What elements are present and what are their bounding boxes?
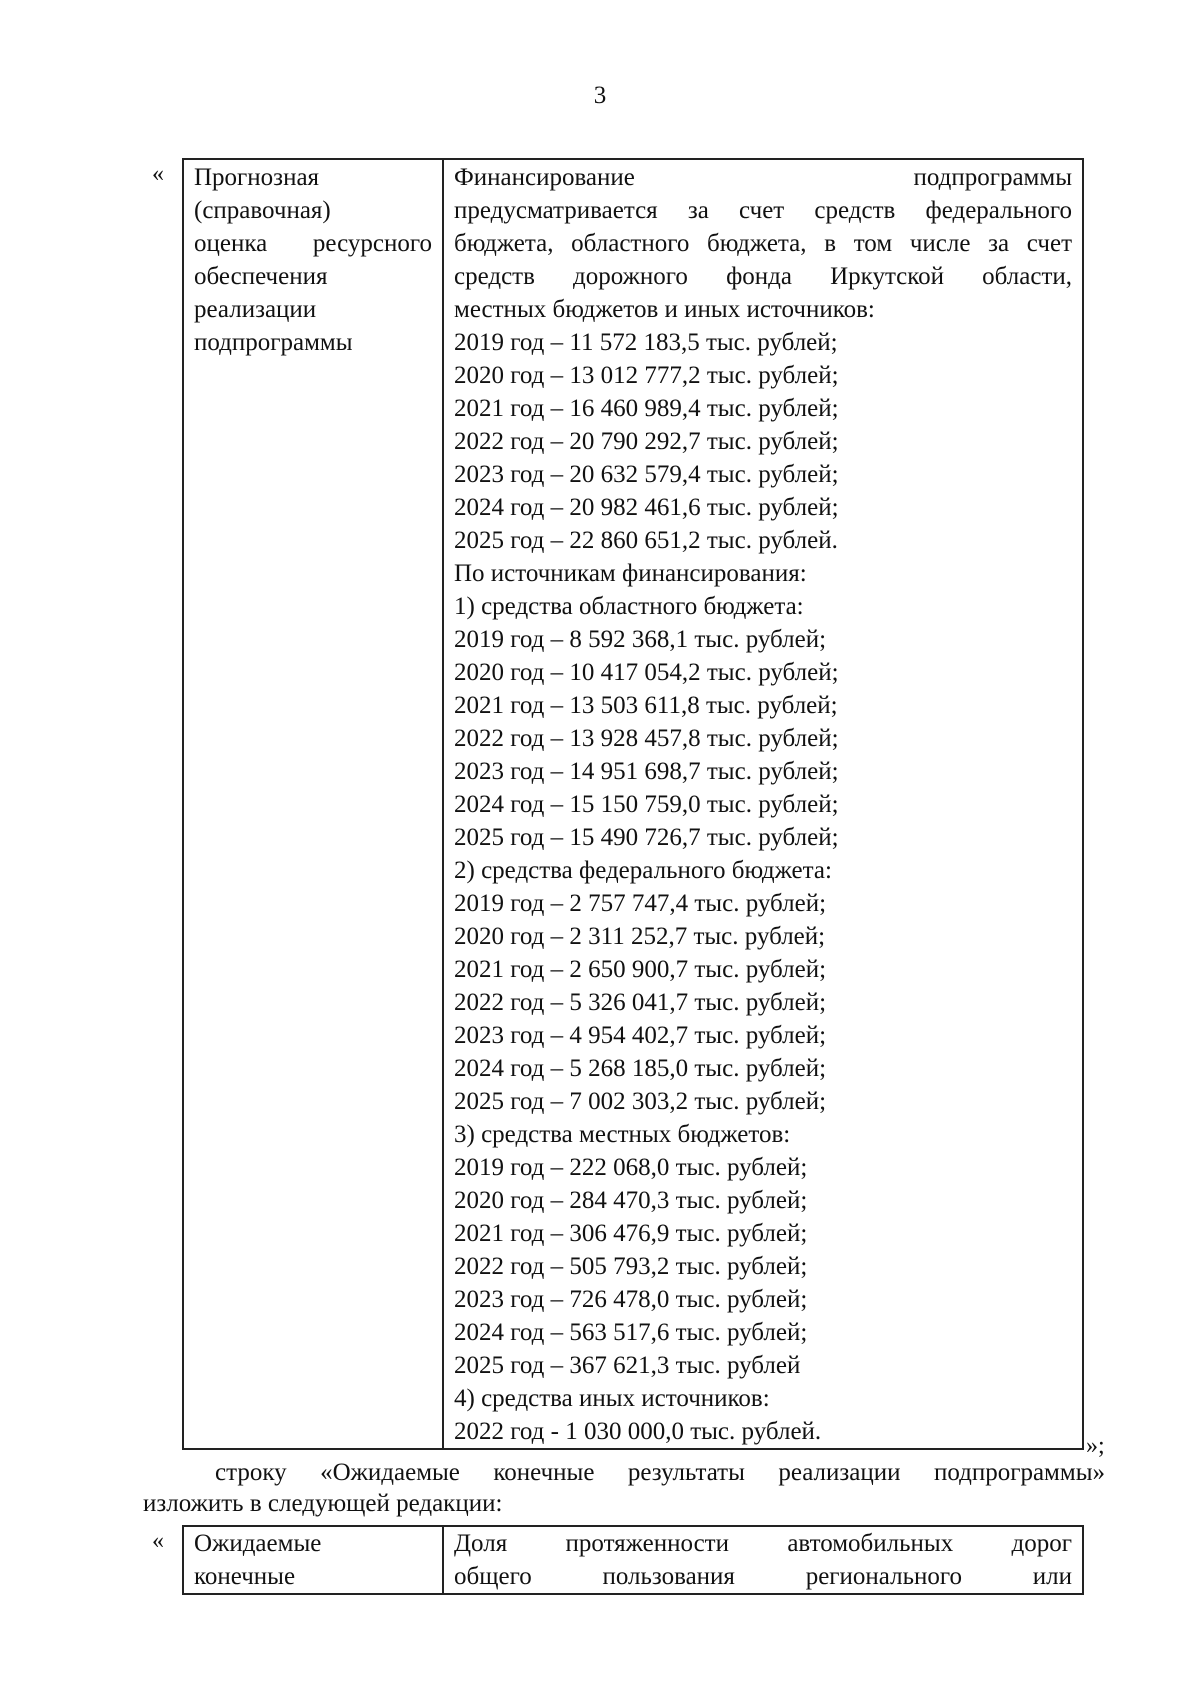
label-line: Ожидаемые [194,1530,322,1557]
source-year-line: 2020 год – 10 417 054,2 тыс. рублей; [454,659,839,686]
source-title: 2) средства федерального бюджета: [454,857,832,884]
source-year-line: 2024 год – 563 517,6 тыс. рублей; [454,1319,808,1346]
resource-estimate-table [182,158,1084,1450]
total-year-line: 2019 год – 11 572 183,5 тыс. рублей; [454,329,838,356]
source-year-line: 2023 год – 4 954 402,7 тыс. рублей; [454,1022,827,1049]
source-year-line: 2024 год – 5 268 185,0 тыс. рублей; [454,1055,827,1082]
total-year-line: 2022 год – 20 790 292,7 тыс. рублей; [454,428,839,455]
instruction-paragraph [143,1457,1105,1519]
source-year-line: 2024 год – 15 150 759,0 тыс. рублей; [454,791,839,818]
content-line: общего пользования регионального или [454,1563,1072,1590]
content-line: Доля протяженности автомобильных дорог [454,1530,1072,1557]
intro-line: средств дорожного фонда Иркутской области, [454,263,1072,290]
source-year-line: 2020 год – 284 470,3 тыс. рублей; [454,1187,808,1214]
source-year-line: 2022 год – 505 793,2 тыс. рублей; [454,1253,808,1280]
source-year-line: 2020 год – 2 311 252,7 тыс. рублей; [454,923,826,950]
label-line: обеспечения [194,263,328,290]
source-year-line: 2021 год – 13 503 611,8 тыс. рублей; [454,692,838,719]
expected-results-content-cell [443,1526,1083,1594]
row-label-cell [183,1526,443,1594]
source-year-line: 2021 год – 2 650 900,7 тыс. рублей; [454,956,827,983]
source-title: 3) средства местных бюджетов: [454,1121,791,1148]
page-number: 3 [593,82,607,109]
expected-results-table [182,1525,1084,1595]
source-title: 4) средства иных источников: [454,1385,770,1412]
total-year-line: 2023 год – 20 632 579,4 тыс. рублей; [454,461,839,488]
source-year-line: 2019 год – 222 068,0 тыс. рублей; [454,1154,808,1181]
source-year-line: 2023 год – 726 478,0 тыс. рублей; [454,1286,808,1313]
row-label-cell [183,159,443,1449]
source-year-line: 2021 год – 306 476,9 тыс. рублей; [454,1220,808,1247]
label-line: Прогнозная [194,164,320,191]
instruction-line: строку «Ожидаемые конечные результаты реализации подпрограммы» [215,1459,1105,1486]
label-line: конечные [194,1563,296,1590]
source-title: 1) средства областного бюджета: [454,593,804,620]
total-year-line: 2024 год – 20 982 461,6 тыс. рублей; [454,494,839,521]
source-year-line: 2025 год – 15 490 726,7 тыс. рублей; [454,824,839,851]
intro-line: местных бюджетов и иных источников: [454,296,875,323]
source-year-line: 2019 год – 8 592 368,1 тыс. рублей; [454,626,827,653]
table-row [183,159,1083,1449]
source-year-line: 2022 год – 5 326 041,7 тыс. рублей; [454,989,827,1016]
opening-quote: « [152,1528,164,1554]
total-year-line: 2025 год – 22 860 651,2 тыс. рублей. [454,527,838,554]
opening-quote: « [152,161,164,187]
source-year-line: 2025 год – 367 621,3 тыс. рублей [454,1352,801,1379]
intro-line: Финансирование подпрограммы [454,164,1072,191]
label-line: реализации [194,296,317,323]
intro-line: бюджета, областного бюджета, в том числе за счет [454,230,1072,257]
label-line: оценка ресурсного [194,230,432,257]
financing-content-cell [443,159,1083,1449]
source-year-line: 2019 год – 2 757 747,4 тыс. рублей; [454,890,827,917]
sources-heading: По источникам финансирования: [454,560,807,587]
table-row [183,1526,1083,1594]
total-year-line: 2021 год – 16 460 989,4 тыс. рублей; [454,395,839,422]
source-year-line: 2023 год – 14 951 698,7 тыс. рублей; [454,758,839,785]
total-year-line: 2020 год – 13 012 777,2 тыс. рублей; [454,362,839,389]
label-line: подпрограммы [194,329,353,356]
closing-quote: »; [1086,1433,1105,1459]
source-year-line: 2025 год – 7 002 303,2 тыс. рублей; [454,1088,827,1115]
label-line: (справочная) [194,197,331,224]
source-year-line: 2022 год – 13 928 457,8 тыс. рублей; [454,725,839,752]
source-year-line: 2022 год - 1 030 000,0 тыс. рублей. [454,1418,822,1445]
instruction-line: изложить в следующей редакции: [143,1490,503,1517]
intro-line: предусматривается за счет средств федерального [454,197,1072,224]
